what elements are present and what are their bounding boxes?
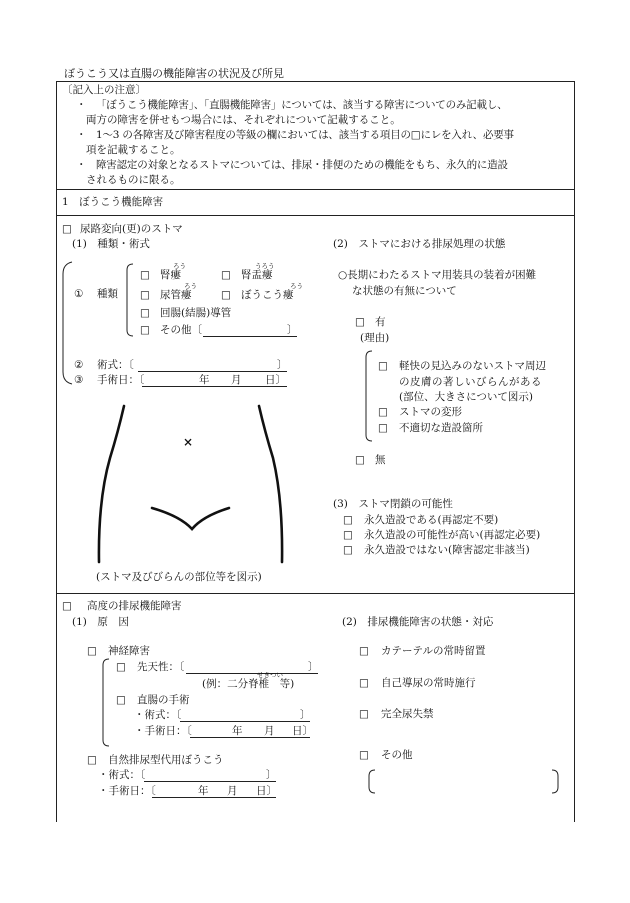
state-other: その他 — [381, 749, 413, 761]
body-outline-right — [259, 406, 282, 562]
rectal-procedure-close: 〕 — [300, 709, 311, 721]
section1-title: 1 ぼうこう機能障害 — [62, 196, 164, 208]
checkbox[interactable]: □ — [221, 269, 231, 281]
kind-label: 種類 — [97, 288, 118, 300]
yes-label: 有 — [375, 316, 386, 328]
checkbox[interactable]: □ — [378, 406, 388, 418]
checkbox[interactable]: □ — [378, 422, 388, 434]
reason-1-line1: 軽快の見込みのないストマ周辺 — [399, 360, 546, 372]
surgery-year: 年 — [199, 374, 210, 386]
rectal-procedure-label: ・術式：〔 — [134, 709, 182, 721]
sub2-title: (2) ストマにおける排尿処理の状態 — [333, 238, 506, 250]
state-self-catheterization: 自己導尿の常時施行 — [381, 677, 476, 689]
kind-ileal-conduit: 回腸(結腸)導管 — [160, 307, 232, 319]
rectal-date-label: ・手術日：〔 — [134, 725, 192, 737]
other-left-bracket — [369, 770, 375, 793]
surgery-month: 月 — [231, 374, 242, 386]
note-3-line1: 障害認定の対象となるストマについては、排尿・排便のための機能をもち、永久的に造設 — [96, 159, 508, 171]
sub2-question-line2: な状態の有無について — [352, 285, 457, 297]
congenital-close: 〕 — [308, 661, 319, 673]
kind-bokoro: ぼうこう瘻 — [241, 289, 294, 301]
bullet: ・ — [76, 99, 87, 111]
stoma-mark: × — [183, 435, 194, 449]
surgery-num: ③ — [74, 374, 84, 386]
procedure-num: ② — [74, 359, 84, 371]
checkbox[interactable]: □ — [359, 677, 369, 689]
checkbox[interactable]: □ — [140, 269, 150, 281]
procedure-label: 術式：〔 — [97, 359, 134, 371]
note-1-line1: 「ぼうこう機能障害」、「直腸機能障害」については、該当する障害についてのみ記載し、 — [96, 99, 508, 111]
kind-num: ① — [74, 288, 84, 300]
notes-heading: 〔記入上の注意〕 — [62, 84, 146, 96]
other-right-bracket — [552, 770, 558, 793]
neuro-bracket — [103, 659, 109, 746]
sub1-title: (1) 種類・術式 — [72, 238, 150, 250]
neuro-label: 神経障害 — [108, 645, 150, 657]
checkbox[interactable]: □ — [359, 645, 369, 657]
checkbox[interactable]: □ — [140, 289, 150, 301]
reasons-bracket — [366, 351, 372, 441]
checkbox[interactable]: □ — [355, 316, 365, 328]
reason-2: ストマの変形 — [399, 406, 462, 418]
note-3-line2: されるものに限る。 — [86, 174, 181, 186]
congenital-label: 先天性：〔 — [137, 661, 185, 673]
rectal-month: 月 — [264, 725, 275, 737]
kind-inner-bracket — [127, 264, 133, 336]
rectal-surgery-label: 直腸の手術 — [137, 694, 190, 706]
ruby-jinro: ろう — [173, 262, 186, 270]
state-incontinence: 完全尿失禁 — [381, 708, 434, 720]
checkbox[interactable]: □ — [221, 289, 231, 301]
bullet: ・ — [76, 129, 87, 141]
diagram-caption: (ストマ及びびらんの部位等を図示) — [96, 571, 262, 583]
closure-option-1: 永久造設である(再認定不要) — [364, 514, 499, 526]
bullet: ・ — [76, 159, 87, 171]
rectal-day: 日〕 — [292, 725, 313, 737]
kind-jinro: 腎瘻 — [160, 269, 181, 281]
checkbox[interactable]: □ — [87, 754, 97, 766]
ruby-jinuro: うろう — [255, 262, 275, 270]
checkbox[interactable]: □ — [87, 645, 97, 657]
section2-sub1-title: (1) 原 因 — [72, 616, 129, 628]
note-2-line2: 項を記載すること。 — [86, 144, 181, 156]
procedure-close: 〕 — [277, 359, 288, 371]
kind-jinuro: 腎盂瘻 — [241, 269, 273, 281]
sub3-title: (3) ストマ閉鎖の可能性 — [333, 498, 453, 510]
section2-sub2-title: (2) 排尿機能障害の状態・対応 — [342, 616, 494, 628]
checkbox[interactable]: □ — [62, 600, 72, 612]
checkbox[interactable]: □ — [378, 360, 388, 372]
checkbox[interactable]: □ — [116, 694, 126, 706]
urostomy-label: 尿路変向(更)のストマ — [80, 223, 183, 235]
checkbox[interactable]: □ — [116, 661, 126, 673]
closure-option-2: 永久造設の可能性が高い(再認定必要) — [364, 529, 541, 541]
checkbox[interactable]: □ — [359, 708, 369, 720]
reason-label: (理由) — [360, 332, 390, 344]
ruby-sekitsui: せきつい — [257, 671, 283, 679]
ruby-bokoro: ろう — [290, 282, 303, 290]
kind-nyokanro: 尿管瘻 — [160, 289, 192, 301]
checkbox[interactable]: □ — [355, 454, 365, 466]
natural-date-label: ・手術日：〔 — [98, 785, 156, 797]
reason-3: 不適切な造設箇所 — [399, 422, 483, 434]
natural-day: 日〕 — [256, 785, 277, 797]
note-1-line2: 両方の障害を併せもつ場合には、それぞれについて記載すること。 — [86, 114, 401, 126]
natural-bladder-label: 自然排尿型代用ぼうこう — [108, 754, 224, 766]
surgery-label: 手術日：〔 — [97, 374, 145, 386]
closure-option-3: 永久造設ではない(障害認定非該当) — [364, 544, 530, 556]
natural-procedure-label: ・術式：〔 — [98, 769, 146, 781]
checkbox[interactable]: □ — [343, 514, 353, 526]
kind-other: その他〔 — [160, 324, 202, 336]
example-text: (例：二分脊椎 等) — [202, 678, 295, 690]
page-title: ぼうこう又は直腸の機能障害の状況及び所見 — [64, 67, 284, 80]
kind-outer-bracket — [63, 262, 72, 384]
natural-procedure-close: 〕 — [266, 769, 277, 781]
checkbox[interactable]: □ — [359, 749, 369, 761]
note-2-line1: 1～3 の各障害及び障害程度の等級の欄においては、該当する項目の□にレを入れ、必要事 — [96, 129, 514, 141]
checkbox[interactable]: □ — [343, 544, 353, 556]
ruby-nyokanro: ろう — [184, 282, 197, 290]
natural-year: 年 — [198, 785, 209, 797]
checkbox[interactable]: □ — [343, 529, 353, 541]
rectal-year: 年 — [232, 725, 243, 737]
kind-other-close: 〕 — [287, 324, 298, 336]
section2-label: 高度の排尿機能障害 — [87, 600, 182, 612]
checkbox[interactable]: □ — [62, 223, 72, 235]
no-label: 無 — [375, 454, 386, 466]
state-catheter: カテーテルの常時留置 — [381, 645, 486, 657]
sub2-question-line1: ○長期にわたるストマ用装具の装着が困難 — [338, 269, 537, 281]
natural-month: 月 — [227, 785, 238, 797]
checkbox[interactable]: □ — [140, 307, 150, 319]
surgery-day: 日〕 — [265, 374, 286, 386]
body-outline-crotch — [152, 508, 229, 529]
body-outline-left — [99, 406, 124, 562]
checkbox[interactable]: □ — [140, 324, 150, 336]
reason-1-line2: の皮膚の著しいびらんがある — [399, 376, 542, 388]
reason-1-line3: (部位、大きさについて図示) — [399, 391, 533, 403]
